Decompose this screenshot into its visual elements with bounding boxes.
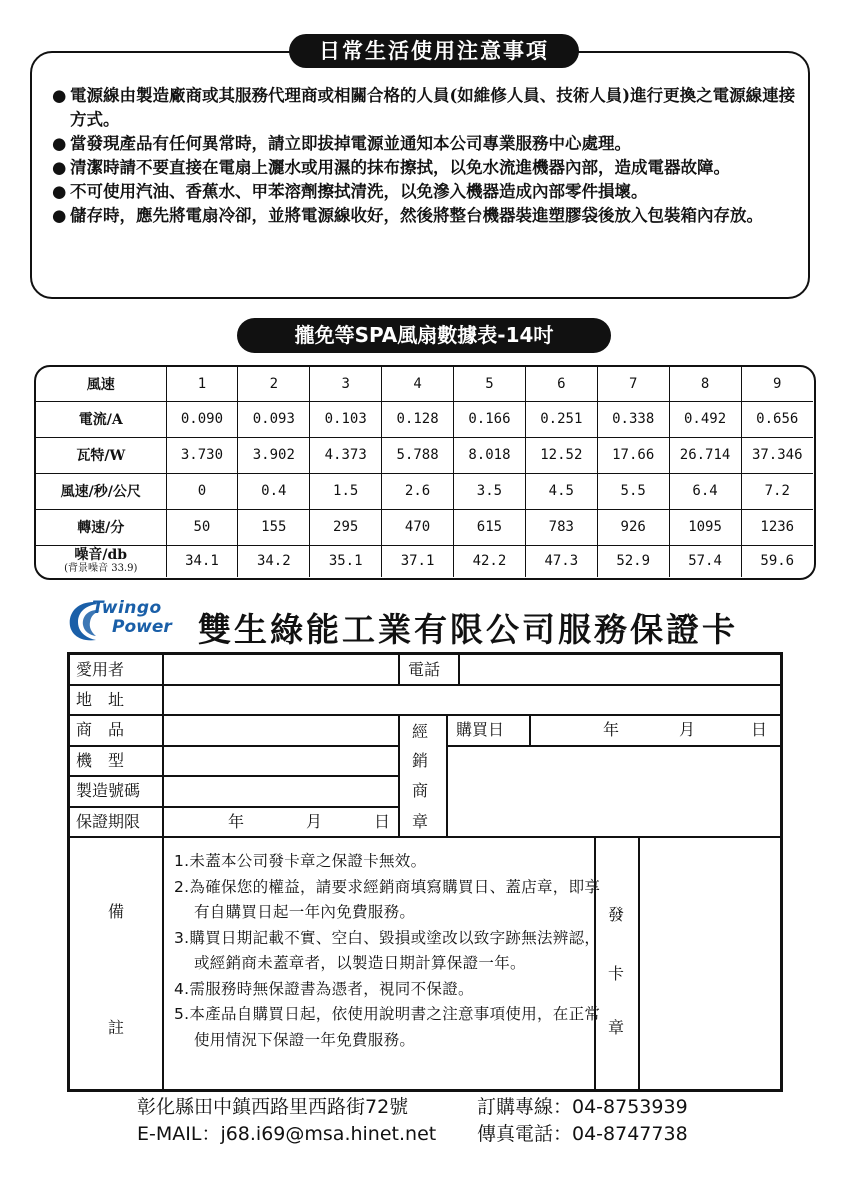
fan-table-title: 攏免等SPA風扇數據表-14吋 (237, 318, 611, 353)
remark-item: 5.本產品自購買日起，依使用說明書之注意事項使用，在正常使用情況下保證一年免費服務。 (174, 1005, 601, 1049)
dealer-stamp-char-1: 經 (412, 722, 429, 741)
company-address: 彰化縣田中鎮西路里西路街72號 (137, 1096, 409, 1118)
fan-data-table (36, 367, 813, 577)
label-product: 商 品 (76, 720, 125, 739)
label-model: 機 型 (76, 751, 125, 770)
footer-contact-left (137, 1094, 436, 1148)
label-address: 地 址 (76, 690, 125, 709)
table-cell: 0.166 (454, 401, 526, 437)
logo-text-power: Power (112, 617, 172, 637)
table-cell: 2.6 (382, 473, 454, 509)
remark-item: 3.購買日期記載不實、空白、毀損或塗改以致字跡無法辨認，或經銷商未蓋章者，以製造日期計算保證一年。 (174, 928, 601, 972)
table-cell: 8.018 (454, 437, 526, 473)
table-cell: 5.788 (382, 437, 454, 473)
warranty-year: 年 (228, 812, 245, 831)
note-item (52, 204, 797, 228)
row-label: 風速 (36, 367, 166, 401)
table-cell: 59.6 (741, 545, 813, 577)
warranty-card (67, 652, 783, 1092)
table-row (36, 401, 813, 437)
table-cell: 47.3 (525, 545, 597, 577)
row-label: 電流/A (36, 401, 166, 437)
row-label: 轉速/分 (36, 509, 166, 545)
label-warranty-period: 保證期限 (76, 812, 141, 831)
dealer-stamp-char-3: 商 (412, 781, 429, 800)
issuer-stamp-char-2: 卡 (608, 964, 625, 983)
table-cell: 926 (597, 509, 669, 545)
table-row (36, 473, 813, 509)
table-cell: 7 (597, 367, 669, 401)
purchase-month: 月 (679, 720, 696, 739)
warranty-day: 日 (374, 812, 391, 831)
row-label: 風速/秒/公尺 (36, 473, 166, 509)
bullet-icon: ● (52, 182, 67, 201)
table-cell: 37.346 (741, 437, 813, 473)
table-cell: 1.5 (310, 473, 382, 509)
table-cell: 0.128 (382, 401, 454, 437)
table-cell: 34.2 (238, 545, 310, 577)
table-cell: 0.492 (669, 401, 741, 437)
purchase-year: 年 (603, 720, 620, 739)
table-cell: 3.5 (454, 473, 526, 509)
row-label-main: 噪音/db (74, 547, 128, 564)
table-cell: 50 (166, 509, 238, 545)
warranty-month: 月 (306, 812, 323, 831)
remarks-label-char-2: 註 (108, 1018, 125, 1037)
bullet-icon: ● (52, 86, 67, 105)
label-serial: 製造號碼 (76, 781, 141, 800)
row-label-sub: (背景噪音 33.9) (64, 563, 138, 575)
table-cell: 12.52 (525, 437, 597, 473)
note-text: 清潔時請不要直接在電扇上灑水或用濕的抹布擦拭，以免水流進機器內部，造成電器故障。 (70, 158, 730, 177)
table-row (36, 545, 813, 577)
notes-list (52, 84, 797, 228)
table-cell: 0.4 (238, 473, 310, 509)
table-row (36, 437, 813, 473)
fan-table-frame (34, 365, 816, 580)
table-cell: 17.66 (597, 437, 669, 473)
issuer-stamp-char-3: 章 (608, 1018, 625, 1037)
table-cell: 0.093 (238, 401, 310, 437)
remark-item: 4.需服務時無保證書為憑者，視同不保證。 (174, 979, 474, 998)
table-row (36, 509, 813, 545)
note-text: 電源線由製造廠商或其服務代理商或相關合格的人員(如維修人員、技術人員)進行更換之電源線連接方式。 (70, 86, 796, 129)
table-row (36, 367, 813, 401)
table-cell: 4.5 (525, 473, 597, 509)
table-cell: 42.2 (454, 545, 526, 577)
table-cell: 3 (310, 367, 382, 401)
note-text: 不可使用汽油、香蕉水、甲苯溶劑擦拭清洗，以免滲入機器造成內部零件損壞。 (70, 182, 648, 201)
remark-item: 1.未蓋本公司發卡章之保證卡無效。 (174, 852, 427, 870)
table-cell: 5 (454, 367, 526, 401)
note-item (52, 84, 797, 132)
remarks-list (174, 849, 604, 1053)
issuer-stamp-char-1: 發 (608, 905, 625, 924)
table-cell: 35.1 (310, 545, 382, 577)
table-cell: 7.2 (741, 473, 813, 509)
table-cell: 37.1 (382, 545, 454, 577)
order-hotline: 訂購專線：04-8753939 (477, 1096, 688, 1118)
note-text: 儲存時，應先將電扇冷卻，並將電源線收好，然後將整台機器裝進塑膠袋後放入包裝箱內存放。 (70, 206, 763, 225)
company-logo (66, 598, 194, 644)
table-cell: 1 (166, 367, 238, 401)
note-text: 當發現產品有任何異常時，請立即拔掉電源並通知本公司專業服務中心處理。 (70, 134, 631, 153)
remarks-label-char-1: 備 (108, 902, 125, 921)
footer-contact-right (477, 1094, 688, 1148)
table-cell: 1236 (741, 509, 813, 545)
table-cell: 295 (310, 509, 382, 545)
table-cell: 0.103 (310, 401, 382, 437)
table-cell: 1095 (669, 509, 741, 545)
table-cell: 34.1 (166, 545, 238, 577)
label-phone: 電話 (408, 660, 441, 679)
table-cell: 6.4 (669, 473, 741, 509)
table-cell: 0 (166, 473, 238, 509)
bullet-icon: ● (52, 206, 67, 225)
fax-number: 傳真電話：04-8747738 (477, 1123, 688, 1145)
table-cell: 5.5 (597, 473, 669, 509)
table-cell: 6 (525, 367, 597, 401)
label-user: 愛用者 (76, 660, 125, 679)
note-item (52, 180, 797, 204)
logo-text-twingo: Twingo (92, 598, 162, 618)
company-email: E-MAIL：j68.i69@msa.hinet.net (137, 1123, 437, 1145)
table-cell: 155 (238, 509, 310, 545)
purchase-day: 日 (751, 720, 768, 739)
row-label: 瓦特/W (36, 437, 166, 473)
table-cell: 0.090 (166, 401, 238, 437)
note-item (52, 132, 797, 156)
remark-item: 2.為確保您的權益，請要求經銷商填寫購買日、蓋店章，即享有自購買日起一年內免費服務。 (174, 877, 601, 921)
dealer-stamp-char-2: 銷 (412, 751, 429, 770)
table-cell: 57.4 (669, 545, 741, 577)
row-label (36, 545, 166, 577)
table-cell: 470 (382, 509, 454, 545)
table-cell: 783 (525, 509, 597, 545)
table-cell: 0.338 (597, 401, 669, 437)
warranty-card-title: 雙生綠能工業有限公司服務保證卡 (198, 610, 738, 649)
table-cell: 4.373 (310, 437, 382, 473)
bullet-icon: ● (52, 158, 67, 177)
table-cell: 3.730 (166, 437, 238, 473)
bullet-icon: ● (52, 134, 67, 153)
dealer-stamp-char-4: 章 (412, 812, 429, 831)
table-cell: 0.656 (741, 401, 813, 437)
table-cell: 615 (454, 509, 526, 545)
note-item (52, 156, 797, 180)
table-cell: 8 (669, 367, 741, 401)
table-cell: 52.9 (597, 545, 669, 577)
table-cell: 3.902 (238, 437, 310, 473)
table-cell: 2 (238, 367, 310, 401)
notes-title: 日常生活使用注意事項 (289, 34, 579, 68)
table-cell: 9 (741, 367, 813, 401)
label-purchase-date: 購買日 (456, 720, 505, 739)
table-cell: 26.714 (669, 437, 741, 473)
table-cell: 0.251 (525, 401, 597, 437)
table-cell: 4 (382, 367, 454, 401)
